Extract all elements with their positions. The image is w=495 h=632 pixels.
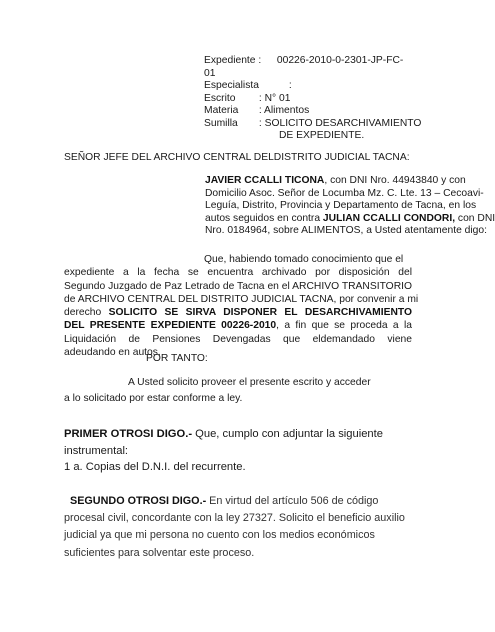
petitioner-name: JAVIER CCALLI TICONA (205, 175, 325, 186)
body-line-5 (64, 306, 412, 319)
escrito-label: Escrito (204, 92, 236, 104)
segundo-otrosi (64, 493, 424, 562)
closing-request (64, 375, 404, 406)
expediente-value: 00226-2010-0-2301-JP-FC- (276, 55, 404, 66)
sumilla-value: : SOLICITO DESARCHIVAMIENTO (258, 117, 422, 129)
body-line-5-a: derecho (64, 307, 109, 319)
por-tanto: POR TANTO: (146, 353, 208, 364)
expediente-cont: 01 (204, 67, 216, 79)
body-line-2: expediente a la fecha se encuentra archivado por disposición del (64, 267, 412, 279)
request-paragraph (64, 253, 419, 359)
intro-line-1-rest: , con DNI Nro. 44943840 y con (324, 175, 466, 186)
closing-line-1: A Usted solicito proveer el presente escrito y acceder (128, 377, 371, 388)
body-line-6-b: , a fin que se proceda a la (276, 320, 412, 332)
sumilla-label: Sumilla (204, 117, 238, 129)
escrito-line (204, 93, 424, 106)
intro-line-4 (205, 212, 495, 226)
otrosi2-line-1 (64, 493, 424, 510)
otrosi2-title: SEGUNDO OTROSI DIGO.- (70, 495, 207, 507)
sumilla-cont: DE EXPEDIENTE. (279, 130, 365, 141)
body-line-5-bold: SOLICITO SE SIRVA DISPONER EL DESARCHIVAMIENTO (108, 307, 412, 319)
intro-paragraph (205, 175, 495, 238)
body-line-8: adeudando en autos. (64, 347, 161, 359)
otrosi1-title: PRIMER OTROSI DIGO.- (64, 428, 193, 440)
defendant-name: JULIAN CCALLI CONDORI, (322, 212, 456, 224)
expediente-line (204, 55, 424, 68)
intro-line-3: Leguía, Distrito, Provincia y Departamento de Tacna, en los (205, 200, 477, 212)
intro-line-4-b: con DNI (455, 212, 495, 224)
especialista-line (204, 80, 424, 93)
otrosi2-line-4: suficientes para solventar este proceso. (64, 546, 255, 559)
intro-line-2: Domicilio Asoc. Señor de Locumba Mz. C. Lte. 13 – Cecoavi- (205, 187, 484, 199)
intro-line-4-a: autos seguidos en contra (205, 212, 323, 224)
especialista-value: : (288, 80, 292, 91)
otrosi1-line-2: instrumental: (64, 444, 129, 457)
body-line-6 (64, 319, 412, 332)
addressee: SEÑOR JEFE DEL ARCHIVO CENTRAL DELDISTRITO JUDICIAL TACNA: (64, 152, 410, 163)
intro-line-1 (205, 175, 466, 188)
closing-line-2: a lo solicitado por estar conforme a ley. (64, 392, 243, 404)
body-line-4: de ARCHIVO CENTRAL DEL DISTRITO JUDICIAL TACNA, por convenir a mi (64, 293, 419, 305)
expediente-label: Expediente : (204, 55, 262, 66)
body-line-6-bold: DEL PRESENTE EXPEDIENTE 00226-2010 (64, 320, 277, 332)
materia-value: : Alimentos (258, 105, 310, 116)
materia-line (204, 105, 424, 118)
otrosi1-item: 1 a. Copias del D.N.I. del recurrente. (64, 461, 246, 473)
otrosi2-line-3: judicial ya que mi persona no cuento con los medios económicos (64, 529, 375, 542)
especialista-label: Especialista (204, 80, 259, 91)
sumilla-line (204, 118, 424, 131)
otrosi2-line-2: procesal civil, concordante con la ley 27327. Solicito el beneficio auxilio (64, 512, 405, 525)
body-line-1: Que, habiendo tomado conocimiento que el (204, 254, 404, 265)
escrito-value: : N° 01 (258, 92, 291, 104)
materia-label: Materia (204, 105, 239, 116)
case-header (204, 55, 424, 143)
body-line-7: Liquidación de Pensiones Devengadas que eldemandado viene (64, 333, 412, 345)
intro-line-5: Nro. 0184964, sobre ALIMENTOS, a Usted atentamente digo: (205, 225, 487, 237)
otrosi1-line-1 (64, 426, 424, 443)
body-line-3: Segundo Juzgado de Paz Letrado de Tacna en el ARCHIVO TRANSITORIO (64, 280, 412, 292)
primer-otrosi (64, 426, 424, 476)
otrosi2-line-1-rest: En virtud del artículo 506 de código (206, 495, 379, 507)
otrosi1-line-1-rest: Que, cumplo con adjuntar la siguiente (192, 428, 383, 440)
